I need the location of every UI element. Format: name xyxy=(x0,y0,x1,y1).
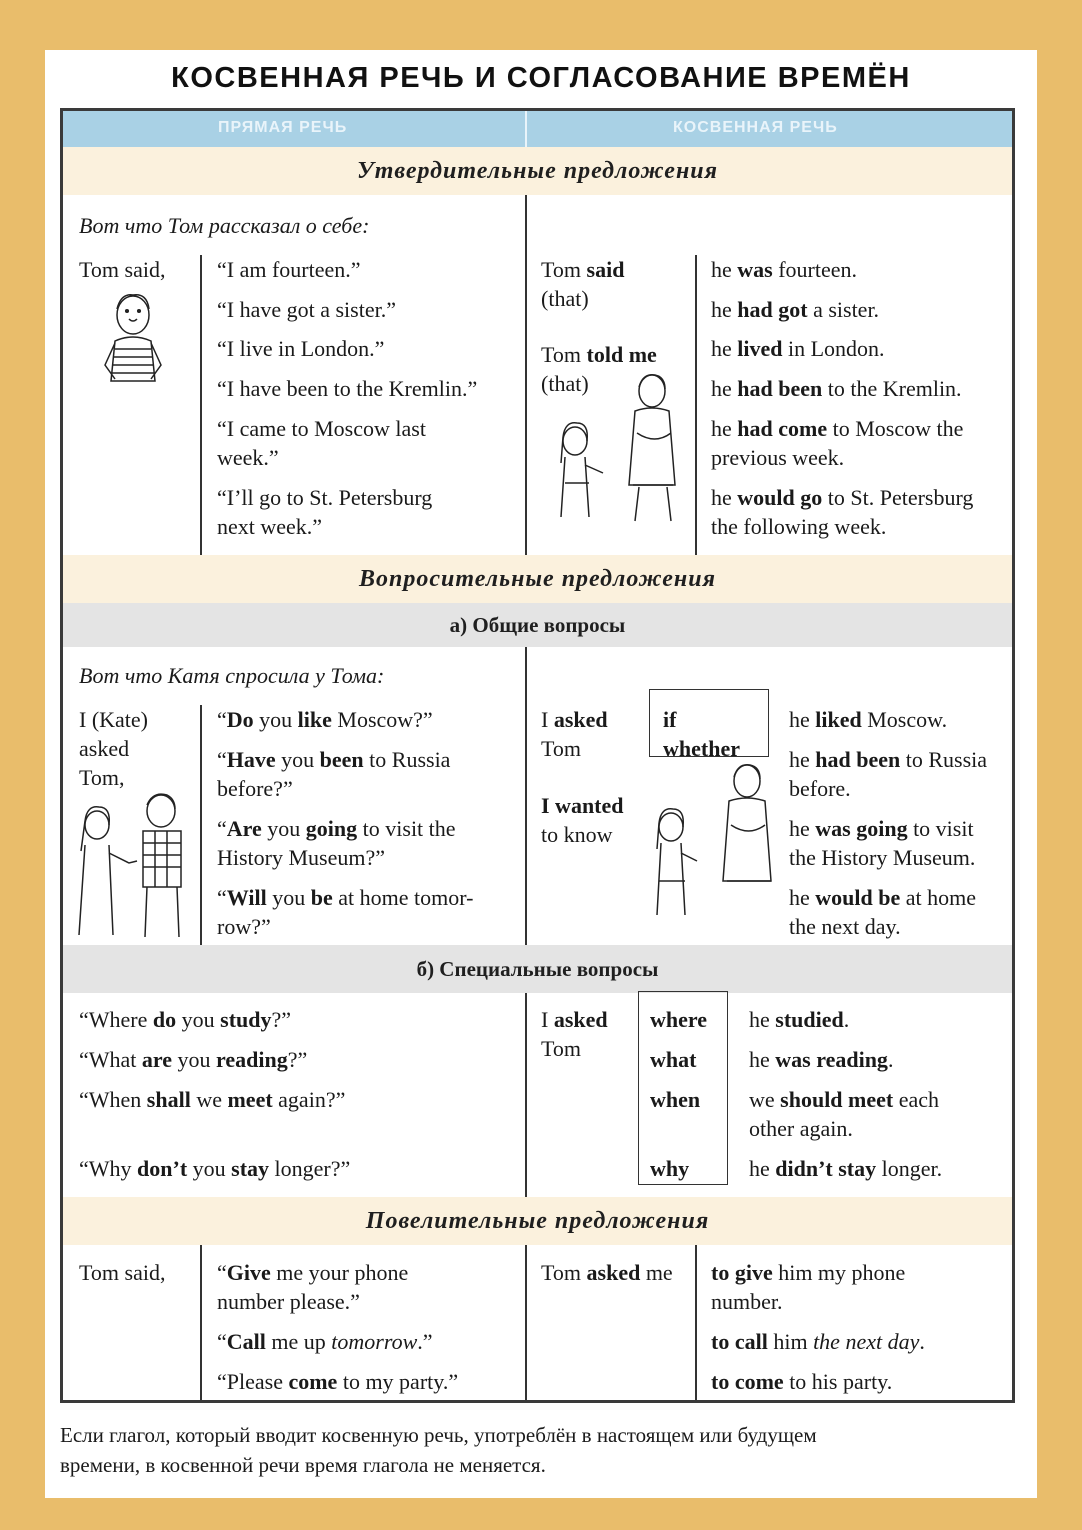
imp-speaker: Tom said, xyxy=(79,1260,166,1285)
spec-direct-1: “Where do you study?” xyxy=(79,1007,292,1032)
grammar-table xyxy=(60,108,1015,1403)
divider xyxy=(200,1245,202,1403)
gen-indirect-2b: before. xyxy=(789,776,851,801)
aff-direct-3: “I live in London.” xyxy=(217,336,385,361)
affirmative-speaker: Tom said, xyxy=(79,257,166,282)
footnote-line-1: Если глагол, который вводит косвенную речь, употреблён в настоящем или будущем xyxy=(60,1423,817,1447)
aff-reporter-2: Tom told me xyxy=(541,342,657,367)
general-speaker-2: asked xyxy=(79,736,130,761)
girl-and-boy-illustration xyxy=(547,373,687,523)
questions-heading: Вопросительные предложения xyxy=(63,555,1012,603)
wh-when: when xyxy=(650,1087,701,1112)
column-header xyxy=(63,111,1012,147)
girl-and-boy-illustration xyxy=(643,761,783,921)
aff-reporter-2b: (that) xyxy=(541,371,589,396)
gen-indirect-3b: the History Museum. xyxy=(789,845,976,870)
aff-direct-5: “I came to Moscow last xyxy=(217,416,426,441)
spec-reporter-1b: Tom xyxy=(541,1036,582,1061)
aff-direct-2: “I have got a sister.” xyxy=(217,297,396,322)
aff-indirect-2: he had got a sister. xyxy=(711,297,880,322)
general-intro: Вот что Катя спросила у Тома: xyxy=(79,663,385,688)
imperative-heading: Повелительные предложения xyxy=(63,1197,1012,1245)
gen-indirect-2: he had been to Russia xyxy=(789,747,988,772)
aff-direct-5b: week.” xyxy=(217,445,279,470)
gen-direct-4: “Will you be at home tomor- xyxy=(217,885,474,910)
spec-reporter-1: I asked xyxy=(541,1007,608,1032)
gen-reporter-1b: Tom xyxy=(541,736,582,761)
header-divider xyxy=(525,111,527,147)
gen-indirect-1: he liked Moscow. xyxy=(789,707,948,732)
conj-if: if xyxy=(663,707,677,732)
aff-indirect-6b: the following week. xyxy=(711,514,887,539)
spec-direct-2: “What are you reading?” xyxy=(79,1047,308,1072)
aff-indirect-6: he would go to St. Petersburg xyxy=(711,485,974,510)
special-questions-heading: б) Специальные вопросы xyxy=(63,945,1012,993)
gen-indirect-4: he would be at home xyxy=(789,885,977,910)
divider xyxy=(525,195,527,555)
footnote-line-2: времени, в косвенной речи время глагола не меняется. xyxy=(60,1453,546,1477)
aff-indirect-3: he lived in London. xyxy=(711,336,885,361)
aff-reporter-1b: (that) xyxy=(541,286,589,311)
imp-indirect-2: to call him the next day. xyxy=(711,1329,925,1354)
page-title: КОСВЕННАЯ РЕЧЬ И СОГЛАСОВАНИЕ ВРЕМЁН xyxy=(171,62,911,94)
imp-reporter: Tom asked me xyxy=(541,1260,673,1285)
wh-where: where xyxy=(650,1007,708,1032)
general-questions-heading: а) Общие вопросы xyxy=(63,603,1012,647)
footnote xyxy=(60,1420,1025,1480)
divider xyxy=(200,255,202,555)
imp-indirect-1b: number. xyxy=(711,1289,783,1314)
gen-indirect-4b: the next day. xyxy=(789,914,901,939)
gen-reporter-1: I asked xyxy=(541,707,608,732)
imp-indirect-1: to give him my phone xyxy=(711,1260,906,1285)
indirect-speech-header: КОСВЕННАЯ РЕЧЬ xyxy=(673,119,838,136)
imp-direct-1b: number please.” xyxy=(217,1289,360,1314)
aff-direct-1: “I am fourteen.” xyxy=(217,257,361,282)
aff-indirect-5: he had come to Moscow the xyxy=(711,416,964,441)
spec-indirect-1: he studied. xyxy=(749,1007,850,1032)
aff-direct-6: “I’ll go to St. Petersburg xyxy=(217,485,433,510)
divider xyxy=(525,993,527,1197)
spec-indirect-3b: other again. xyxy=(749,1116,853,1141)
aff-indirect-4: he had been to the Kremlin. xyxy=(711,376,962,401)
gen-direct-1: “Do you like Moscow?” xyxy=(217,707,433,732)
gen-direct-3: “Are you going to visit the xyxy=(217,816,456,841)
spec-indirect-3: we should meet each xyxy=(749,1087,940,1112)
wh-what: what xyxy=(650,1047,697,1072)
general-speaker-3: Tom, xyxy=(79,765,125,790)
gen-direct-4b: row?” xyxy=(217,914,271,939)
spec-indirect-2: he was reading. xyxy=(749,1047,894,1072)
imp-direct-2: “Call me up tomorrow.” xyxy=(217,1329,433,1354)
divider xyxy=(525,647,527,945)
divider xyxy=(200,705,202,945)
imp-direct-1: “Give me your phone xyxy=(217,1260,409,1285)
aff-direct-6b: next week.” xyxy=(217,514,323,539)
spec-direct-3: “When shall we meet again?” xyxy=(79,1087,346,1112)
divider xyxy=(695,1245,697,1403)
aff-indirect-5b: previous week. xyxy=(711,445,845,470)
gen-direct-2b: before?” xyxy=(217,776,293,801)
spec-indirect-4: he didn’t stay longer. xyxy=(749,1156,943,1181)
affirmative-heading: Утвердительные предложения xyxy=(63,147,1012,195)
gen-direct-2: “Have you been to Russia xyxy=(217,747,451,772)
boy-illustration xyxy=(93,289,173,397)
girl-and-boy-illustration xyxy=(71,791,195,941)
divider xyxy=(525,1245,527,1403)
aff-direct-4: “I have been to the Kremlin.” xyxy=(217,376,478,401)
direct-speech-header: ПРЯМАЯ РЕЧЬ xyxy=(218,119,348,136)
affirmative-intro: Вот что Том рассказал о себе: xyxy=(79,213,370,238)
imp-indirect-3: to come to his party. xyxy=(711,1369,893,1394)
poster-card xyxy=(45,50,1037,1498)
conj-whether: whether xyxy=(663,736,740,761)
general-speaker-1: I (Kate) xyxy=(79,707,149,732)
gen-indirect-3: he was going to visit xyxy=(789,816,974,841)
gen-reporter-2b: to know xyxy=(541,822,613,847)
wh-why: why xyxy=(650,1156,690,1181)
gen-reporter-2: I wanted xyxy=(541,793,624,818)
spec-direct-4: “Why don’t you stay longer?” xyxy=(79,1156,351,1181)
aff-reporter-1: Tom said xyxy=(541,257,625,282)
aff-indirect-1: he was fourteen. xyxy=(711,257,858,282)
imp-direct-3: “Please come to my party.” xyxy=(217,1369,459,1394)
divider xyxy=(695,255,697,555)
gen-direct-3b: History Museum?” xyxy=(217,845,386,870)
